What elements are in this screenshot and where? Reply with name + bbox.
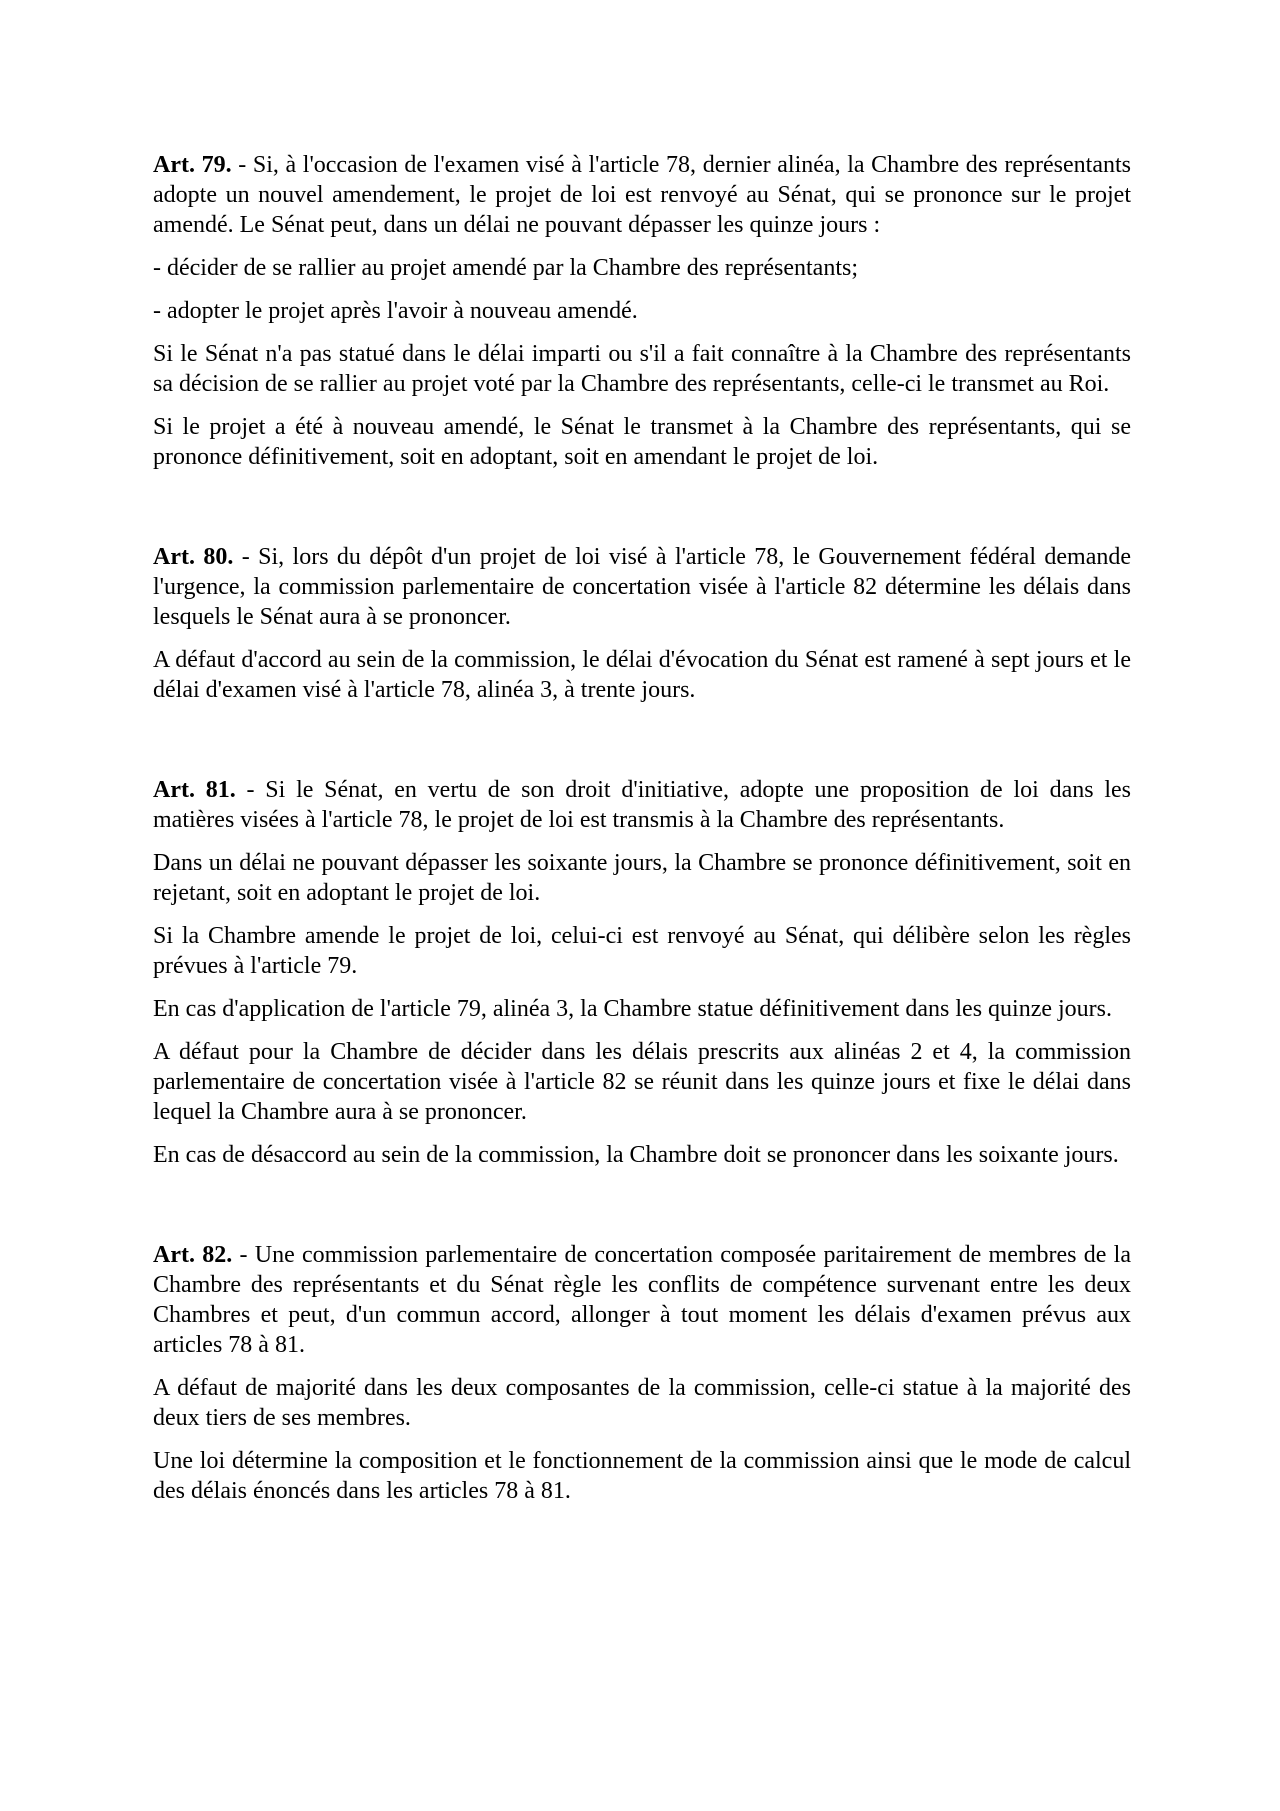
article-paragraph: Dans un délai ne pouvant dépasser les soixante jours, la Chambre se prononce définitivement, soit en rejetant, soit en adoptant le projet de loi.: [153, 850, 1131, 906]
article-paragraph: - décider de se rallier au projet amendé par la Chambre des représentants;: [153, 255, 859, 281]
article-paragraph: En cas d'application de l'article 79, alinéa 3, la Chambre statue définitivement dans les quinze jours.: [153, 996, 1113, 1022]
article-lead-paragraph: [153, 775, 1131, 835]
document-body: [153, 150, 1131, 1506]
article-lead-paragraph: [153, 1240, 1131, 1360]
article-paragraph: Si la Chambre amende le projet de loi, celui-ci est renvoyé au Sénat, qui délibère selon les règles prévues à l'article 79.: [153, 923, 1131, 979]
article-paragraph: Une loi détermine la composition et le fonctionnement de la commission ainsi que le mode de calcul des délais énoncés dans les articles 78 à 81.: [153, 1448, 1131, 1504]
article-lead-text: - Si, à l'occasion de l'examen visé à l'article 78, dernier alinéa, la Chambre des représentants adopte un nouvel amendement, le projet de loi est renvoyé au Sénat, qui se prononce sur le projet amendé. Le Sénat peut, dans un délai ne pouvant dépasser les quinze jours :: [153, 152, 1131, 238]
article-79: [153, 150, 1131, 472]
article-paragraph: Si le projet a été à nouveau amendé, le Sénat le transmet à la Chambre des représentants, qui se prononce définitivement, soit en adoptant, soit en amendant le projet de loi.: [153, 414, 1131, 470]
article-paragraph: A défaut d'accord au sein de la commission, le délai d'évocation du Sénat est ramené à sept jours et le délai d'examen visé à l'article 78, alinéa 3, à trente jours.: [153, 647, 1131, 703]
article-paragraph: Si le Sénat n'a pas statué dans le délai imparti ou s'il a fait connaître à la Chambre des représentants sa décision de se rallier au projet voté par la Chambre des représentants, celle-ci le transmet au Roi.: [153, 341, 1131, 397]
article-lead-text: - Une commission parlementaire de concertation composée paritairement de membres de la Chambre des représentants et du Sénat règle les conflits de compétence survenant entre les deux Chambres et peut, d'un commun accord, allonger à tout moment les délais d'examen prévus aux articles 78 à 81.: [153, 1242, 1132, 1358]
article-paragraph: En cas de désaccord au sein de la commission, la Chambre doit se prononcer dans les soixante jours.: [153, 1142, 1119, 1168]
article-81: [153, 775, 1131, 1170]
article-heading: Art. 80.: [153, 544, 234, 570]
article-paragraph: A défaut de majorité dans les deux composantes de la commission, celle-ci statue à la majorité des deux tiers de ses membres.: [153, 1375, 1131, 1431]
article-80: [153, 542, 1131, 705]
article-lead-paragraph: [153, 542, 1131, 632]
article-lead-text: - Si, lors du dépôt d'un projet de loi visé à l'article 78, le Gouvernement fédéral demande l'urgence, la commission parlementaire de concertation visée à l'article 82 détermine les délais dans lesquels le Sénat aura à se prononcer.: [153, 544, 1131, 630]
article-heading: Art. 81.: [153, 777, 236, 803]
article-lead-paragraph: [153, 150, 1131, 240]
article-heading: Art. 79.: [153, 152, 232, 178]
article-paragraph: - adopter le projet après l'avoir à nouveau amendé.: [153, 298, 638, 324]
article-paragraph: A défaut pour la Chambre de décider dans les délais prescrits aux alinéas 2 et 4, la commission parlementaire de concertation visée à l'article 82 se réunit dans les quinze jours et fixe le délai dans lequel la Chambre aura à se prononcer.: [153, 1039, 1131, 1125]
article-heading: Art. 82.: [153, 1242, 233, 1268]
article-82: [153, 1240, 1131, 1506]
article-lead-text: - Si le Sénat, en vertu de son droit d'initiative, adopte une proposition de loi dans les matières visées à l'article 78, le projet de loi est transmis à la Chambre des représentants.: [153, 777, 1131, 833]
